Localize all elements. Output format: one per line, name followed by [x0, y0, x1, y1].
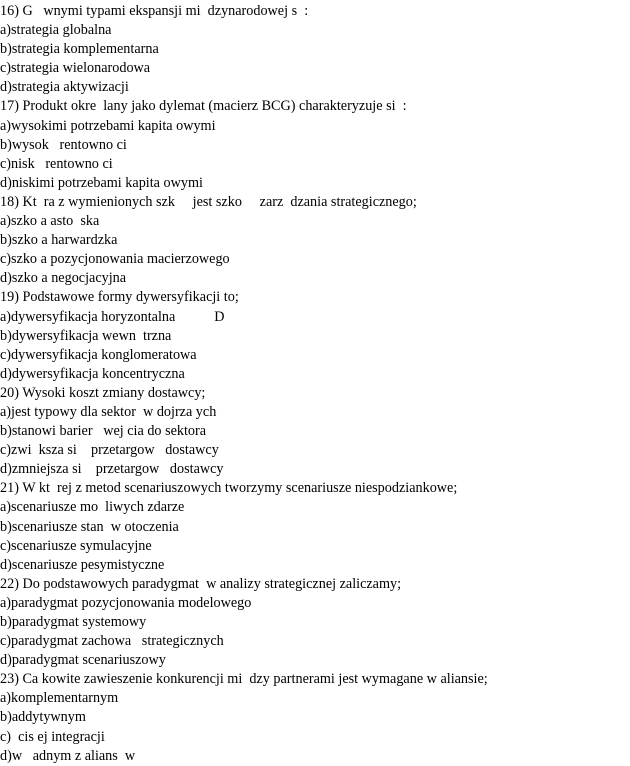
question-line: 22) Do podstawowych paradygmat w analizy strategicznej zaliczamy;: [0, 575, 402, 592]
answer-line: d)paradygmat scenariuszowy: [0, 652, 166, 669]
answer-line: b)strategia komplementarna: [0, 41, 159, 58]
answer-line: a)paradygmat pozycjonowania modelowego: [0, 594, 252, 611]
answer-line: a)scenariusze mo liwych zdarze: [0, 499, 185, 516]
question-line: 21) W kt rej z metod scenariuszowych tworzymy scenariusze niespodziankowe;: [0, 480, 458, 497]
answer-line: b)stanowi barier wej cia do sektora: [0, 423, 207, 440]
answer-line: d)zmniejsza si przetargow dostawcy: [0, 461, 224, 478]
question-line: 19) Podstawowe formy dywersyfikacji to;: [0, 289, 239, 306]
answer-line: a)wysokimi potrzebami kapita owymi: [0, 117, 216, 134]
answer-line: b)wysok rentowno ci: [0, 136, 127, 153]
answer-line: d)w adnym z alians w: [0, 747, 136, 764]
answer-line: b)scenariusze stan w otoczenia: [0, 518, 179, 535]
answer-line: c)scenariusze symulacyjne: [0, 537, 152, 554]
answer-line: d)strategia aktywizacji: [0, 79, 129, 96]
answer-line: b)paradygmat systemowy: [0, 614, 147, 630]
answer-line: d)szko a negocjacyjna: [0, 270, 127, 287]
question-line: 16) G wnymi typami ekspansji mi dzynarodowej s :: [0, 3, 309, 19]
answer-line: c)zwi ksza si przetargow dostawcy: [0, 442, 219, 459]
answer-line: a)jest typowy dla sektor w dojrza ych: [0, 403, 217, 420]
answer-line: b)szko a harwardzka: [0, 232, 118, 249]
answer-line: c)dywersyfikacja konglomeratowa: [0, 346, 197, 363]
answer-line: c)strategia wielonarodowa: [0, 60, 151, 77]
question-line: 18) Kt ra z wymienionych szk jest szko zarz dzania strategicznego;: [0, 193, 417, 210]
answer-line: c) cis ej integracji: [0, 728, 105, 745]
answer-line: c)szko a pozycjonowania macierzowego: [0, 251, 230, 268]
answer-line: c)nisk rentowno ci: [0, 155, 113, 172]
answer-line: a)szko a asto ska: [0, 213, 100, 230]
answer-line: d)scenariusze pesymistyczne: [0, 556, 165, 573]
answer-line: b)dywersyfikacja wewn trzna: [0, 327, 172, 344]
document-body: [0, 2, 630, 766]
answer-line: c)paradygmat zachowa strategicznych: [0, 633, 224, 650]
answer-line: b)addytywnym: [0, 709, 86, 726]
answer-line: d)niskimi potrzebami kapita owymi: [0, 174, 203, 191]
question-line: 23) Ca kowite zawieszenie konkurencji mi dzy partnerami jest wymagane w aliansie;: [0, 671, 488, 688]
answer-line: a)dywersyfikacja horyzontalna D: [0, 308, 225, 325]
answer-line: a)strategia globalna: [0, 22, 112, 39]
question-line: 17) Produkt okre lany jako dylemat (macierz BCG) charakteryzuje si :: [0, 98, 407, 115]
answer-line: a)komplementarnym: [0, 690, 119, 707]
answer-line: d)dywersyfikacja koncentryczna: [0, 365, 185, 382]
question-line: 20) Wysoki koszt zmiany dostawcy;: [0, 384, 206, 401]
